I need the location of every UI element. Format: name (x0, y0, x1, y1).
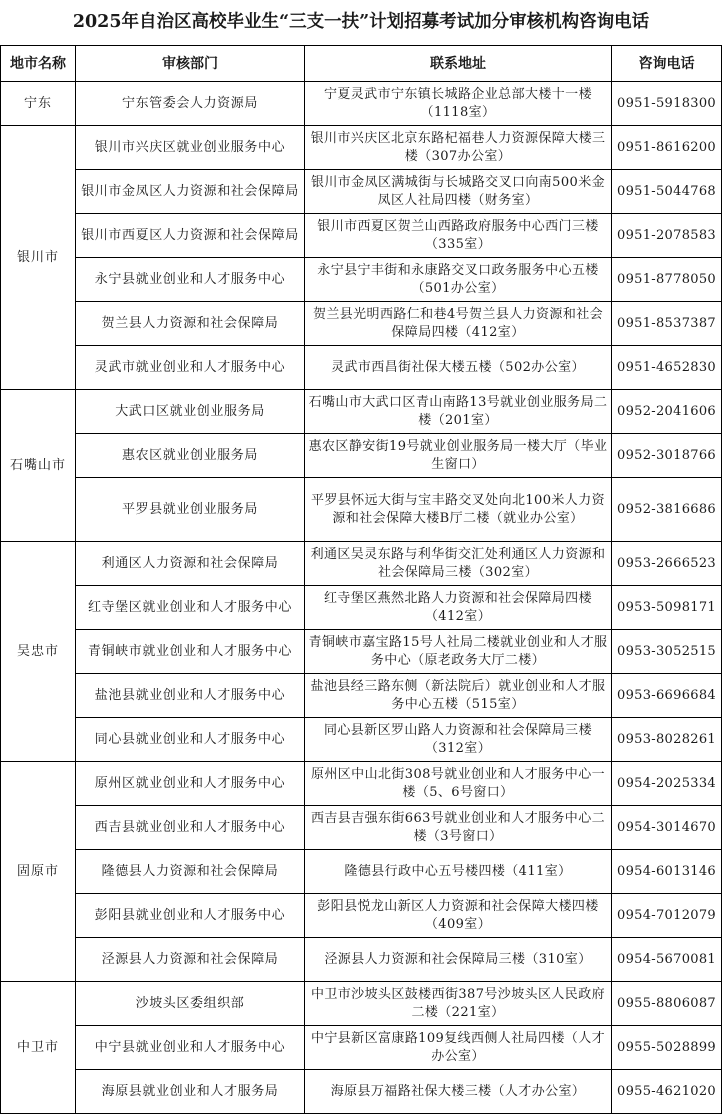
address-cell: 中卫市沙坡头区鼓楼西街387号沙坡头区人民政府二楼（221室） (305, 982, 612, 1026)
address-cell: 利通区吴灵东路与利华街交汇处利通区人力资源和社会保障局三楼（302室） (305, 542, 612, 586)
city-cell: 固原市 (1, 762, 76, 982)
header-city: 地市名称 (1, 46, 76, 82)
header-row (1, 46, 722, 82)
table-row (1, 850, 722, 894)
table-row (1, 674, 722, 718)
address-cell: 隆德县行政中心五号楼四楼（411室） (305, 850, 612, 894)
dept-cell: 海原县就业创业和人才服务局 (76, 1070, 305, 1114)
header-phone: 咨询电话 (612, 46, 722, 82)
phone-cell: 0951-8778050 (612, 258, 722, 302)
dept-cell: 永宁县就业创业和人才服务中心 (76, 258, 305, 302)
phone-cell: 0952-2041606 (612, 390, 722, 434)
dept-cell: 中宁县就业创业和人才服务中心 (76, 1026, 305, 1070)
phone-cell: 0951-2078583 (612, 214, 722, 258)
phone-cell: 0954-7012079 (612, 894, 722, 938)
dept-cell: 利通区人力资源和社会保障局 (76, 542, 305, 586)
phone-cell: 0955-8806087 (612, 982, 722, 1026)
table-row (1, 126, 722, 170)
dept-cell: 大武口区就业创业服务局 (76, 390, 305, 434)
dept-cell: 平罗县就业创业服务局 (76, 478, 305, 542)
phone-cell: 0955-5028899 (612, 1026, 722, 1070)
phone-cell: 0953-2666523 (612, 542, 722, 586)
table-row (1, 346, 722, 390)
address-cell: 红寺堡区燕然北路人力资源和社会保障局四楼（412室） (305, 586, 612, 630)
table-row (1, 1070, 722, 1114)
phone-cell: 0951-4652830 (612, 346, 722, 390)
phone-cell: 0954-5670081 (612, 938, 722, 982)
dept-cell: 青铜峡市就业创业和人才服务中心 (76, 630, 305, 674)
phone-cell: 0955-4621020 (612, 1070, 722, 1114)
address-cell: 银川市兴庆区北京东路杞福巷人力资源保障大楼三楼（307办公室） (305, 126, 612, 170)
dept-cell: 银川市兴庆区就业创业服务中心 (76, 126, 305, 170)
phone-cell: 0951-5044768 (612, 170, 722, 214)
address-cell: 彭阳县悦龙山新区人力资源和社会保障大楼四楼（409室） (305, 894, 612, 938)
dept-cell: 原州区就业创业和人才服务中心 (76, 762, 305, 806)
dept-cell: 西吉县就业创业和人才服务中心 (76, 806, 305, 850)
address-cell: 中宁县新区富康路109复线西侧人社局四楼（人才办公室） (305, 1026, 612, 1070)
address-cell: 西吉县吉强东街663号就业创业和人才服务中心二楼（3号窗口） (305, 806, 612, 850)
table-row (1, 258, 722, 302)
phone-cell: 0953-3052515 (612, 630, 722, 674)
phone-cell: 0951-8537387 (612, 302, 722, 346)
table-row (1, 1026, 722, 1070)
table-row (1, 302, 722, 346)
table-row (1, 478, 722, 542)
phone-cell: 0951-8616200 (612, 126, 722, 170)
dept-cell: 同心县就业创业和人才服务中心 (76, 718, 305, 762)
page-title: 2025年自治区高校毕业生“三支一扶”计划招募考试加分审核机构咨询电话 (72, 12, 650, 32)
address-cell: 海原县万福路社保大楼三楼（人才办公室） (305, 1070, 612, 1114)
address-cell: 盐池县经三路东侧（新法院后）就业创业和人才服务中心五楼（515室） (305, 674, 612, 718)
dept-cell: 银川市西夏区人力资源和社会保障局 (76, 214, 305, 258)
dept-cell: 贺兰县人力资源和社会保障局 (76, 302, 305, 346)
table-row (1, 82, 722, 126)
phone-cell: 0954-3014670 (612, 806, 722, 850)
table-row (1, 982, 722, 1026)
phone-cell: 0953-8028261 (612, 718, 722, 762)
table-row (1, 894, 722, 938)
city-cell: 吴忠市 (1, 542, 76, 762)
contact-table (0, 45, 722, 1114)
address-cell: 青铜峡市嘉宝路15号人社局二楼就业创业和人才服务中心（原老政务大厅二楼） (305, 630, 612, 674)
address-cell: 贺兰县光明西路仁和巷4号贺兰县人力资源和社会保障局四楼（412室） (305, 302, 612, 346)
dept-cell: 红寺堡区就业创业和人才服务中心 (76, 586, 305, 630)
dept-cell: 灵武市就业创业和人才服务中心 (76, 346, 305, 390)
header-addr: 联系地址 (305, 46, 612, 82)
dept-cell: 盐池县就业创业和人才服务中心 (76, 674, 305, 718)
dept-cell: 彭阳县就业创业和人才服务中心 (76, 894, 305, 938)
address-cell: 同心县新区罗山路人力资源和社会保障局三楼（312室） (305, 718, 612, 762)
address-cell: 石嘴山市大武口区青山南路13号就业创业服务局二楼（201室） (305, 390, 612, 434)
dept-cell: 沙坡头区委组织部 (76, 982, 305, 1026)
phone-cell: 0953-6696684 (612, 674, 722, 718)
dept-cell: 惠农区就业创业服务局 (76, 434, 305, 478)
address-cell: 灵武市西昌街社保大楼五楼（502办公室） (305, 346, 612, 390)
address-cell: 原州区中山北街308号就业创业和人才服务中心一楼（5、6号窗口） (305, 762, 612, 806)
phone-cell: 0954-6013146 (612, 850, 722, 894)
table-row (1, 938, 722, 982)
phone-cell: 0952-3018766 (612, 434, 722, 478)
table-row (1, 586, 722, 630)
header-dept: 审核部门 (76, 46, 305, 82)
table-row (1, 434, 722, 478)
dept-cell: 银川市金凤区人力资源和社会保障局 (76, 170, 305, 214)
table-row (1, 762, 722, 806)
table-row (1, 806, 722, 850)
phone-cell: 0952-3816686 (612, 478, 722, 542)
table-row (1, 718, 722, 762)
phone-cell: 0951-5918300 (612, 82, 722, 126)
address-cell: 永宁县宁丰街和永康路交叉口政务服务中心五楼（501办公室） (305, 258, 612, 302)
table-row (1, 542, 722, 586)
address-cell: 银川市西夏区贺兰山西路政府服务中心西门三楼（335室） (305, 214, 612, 258)
phone-cell: 0953-5098171 (612, 586, 722, 630)
address-cell: 惠农区静安街19号就业创业服务局一楼大厅（毕业生窗口） (305, 434, 612, 478)
dept-cell: 宁东管委会人力资源局 (76, 82, 305, 126)
table-row (1, 170, 722, 214)
city-cell: 宁东 (1, 82, 76, 126)
address-cell: 宁夏灵武市宁东镇长城路企业总部大楼十一楼（1118室） (305, 82, 612, 126)
address-cell: 泾源县人力资源和社会保障局三楼（310室） (305, 938, 612, 982)
city-cell: 中卫市 (1, 982, 76, 1114)
table-row (1, 214, 722, 258)
city-cell: 银川市 (1, 126, 76, 390)
address-cell: 银川市金凤区满城街与长城路交叉口向南500米金凤区人社局四楼（财务室） (305, 170, 612, 214)
table-row (1, 630, 722, 674)
table-body (1, 82, 722, 1114)
address-cell: 平罗县怀远大街与宝丰路交叉处向北100米人力资源和社会保障大楼B厅二楼（就业办公室） (305, 478, 612, 542)
dept-cell: 隆德县人力资源和社会保障局 (76, 850, 305, 894)
table-row (1, 390, 722, 434)
phone-cell: 0954-2025334 (612, 762, 722, 806)
city-cell: 石嘴山市 (1, 390, 76, 542)
dept-cell: 泾源县人力资源和社会保障局 (76, 938, 305, 982)
